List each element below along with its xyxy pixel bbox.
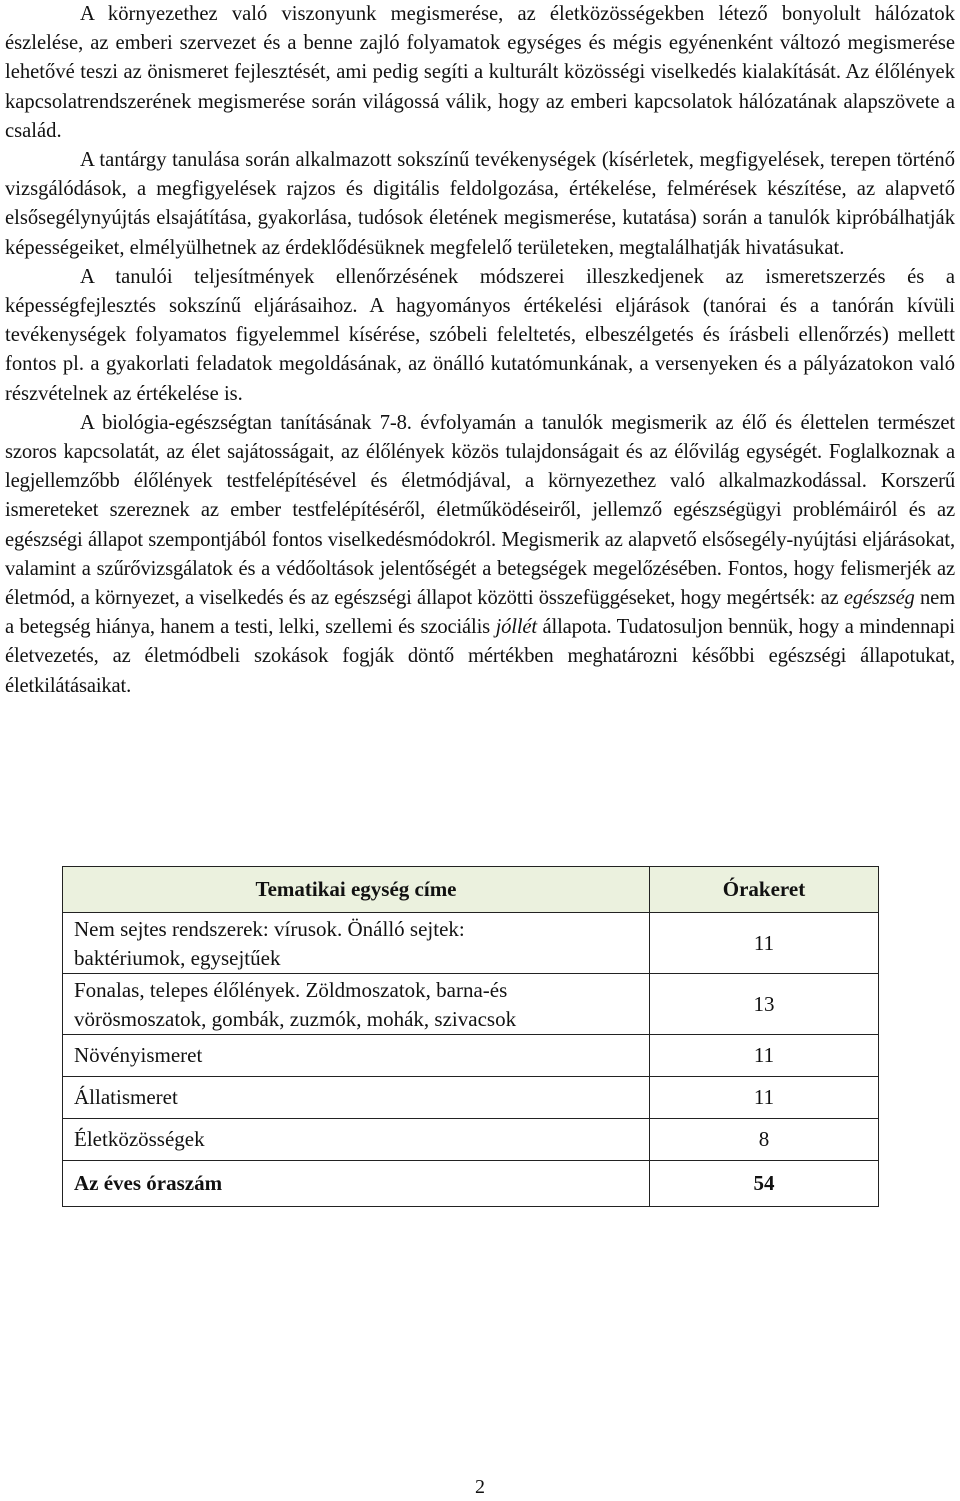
hours-cell: 8	[650, 1119, 879, 1161]
topic-line: Növényismeret	[74, 1043, 203, 1067]
paragraph	[5, 146, 955, 263]
topic-cell	[63, 913, 650, 974]
body-text	[5, 0, 955, 701]
column-header-topic: Tematikai egység címe	[63, 867, 650, 913]
total-label: Az éves óraszám	[63, 1161, 650, 1207]
emphasized-term: jóllét	[495, 616, 537, 639]
table-row	[63, 1119, 879, 1161]
table-body	[63, 913, 879, 1207]
table-row	[63, 1035, 879, 1077]
topic-cell	[63, 974, 650, 1035]
table-row	[63, 913, 879, 974]
text-segment: A tantárgy tanulása során alkalmazott sokszínű tevékenységek (kísérletek, megfigyelések, terepen történő vizsgálódások, a megfigyelések rajzos és digitális feldolgozása, értékelése, felmérések készítése, az alapvető elsősegélynyújtás elsajátítása, gyakorlása, tudósok életének megismerése, kutatása) során a tanulók kipróbálhatják képességeiket, elmélyülhetnek az érdeklődésüknek megfelelő területeken, megtalálhatják hivatásukat.	[5, 149, 955, 259]
hours-cell: 11	[650, 1035, 879, 1077]
paragraph	[5, 409, 955, 701]
table-header-row	[63, 867, 879, 913]
topic-line: Fonalas, telepes élőlények. Zöldmoszatok, barna-és	[74, 977, 508, 1002]
topic-table-container	[62, 866, 879, 1207]
total-row	[63, 1161, 879, 1207]
topic-line: Életközösségek	[74, 1127, 205, 1151]
total-hours: 54	[650, 1161, 879, 1207]
topic-line: Állatismeret	[74, 1085, 178, 1109]
page-number: 2	[475, 1476, 485, 1498]
emphasized-term: egészség	[843, 587, 915, 610]
text-segment: A tanulói teljesítmények ellenőrzésének módszerei illeszkedjenek az ismeretszerzés és a képességfejlesztés sokszínű eljárásaihoz. A hagyományos értékelési eljárások (tanórai és a tanórán kívüli tevékenységek folyamatos figyelemmel kísérése, szóbeli feleltetés, elbeszélgetés és írásbeli ellenőrzés) mellett fontos pl. a gyakorlati feladatok megoldásának, az önálló kutatómunkának, a versenyeken és a pályázatokon való részvételnek az értékelése is.	[5, 265, 955, 405]
topic-cell	[63, 1035, 650, 1077]
paragraph	[5, 263, 955, 409]
table-row	[63, 974, 879, 1035]
topic-cell	[63, 1119, 650, 1161]
topic-line: baktériumok, egysejtűek	[74, 945, 281, 970]
text-segment: A biológia-egészségtan tanításának 7-8. évfolyamán a tanulók megismerik az élő és élettelen természet szoros kapcsolatát, az élet sajátosságait, az élőlények közös tulajdonságait és az élővilág egységét. Foglalkoznak a legjellemzőbb élőlények testfelépítésével és életmódjával, a környezethez való alkalmazkodással. Korszerű ismereteket szereznek az ember testfelépítéséről, életműködéseiről, jellemző egészségügyi problémáiról és az egészségi állapot szempontjából fontos viselkedésmódokról. Megismerik az alapvető elsősegély-nyújtási eljárásokat, valamint a szűrővizsgálatok és a védőoltások jelentőségét a betegségek megelőzésében. Fontos, hogy felismerjék az életmód, a környezet, a viselkedés és az egészségi állapot közötti összefüggéseket, hogy megértsék: az	[5, 411, 955, 610]
hours-cell: 13	[650, 974, 879, 1035]
column-header-hours: Órakeret	[650, 867, 879, 913]
table-row	[63, 1077, 879, 1119]
hours-cell: 11	[650, 1077, 879, 1119]
paragraph	[5, 0, 955, 146]
text-segment: A környezethez való viszonyunk megismerése, az életközösségekben létező bonyolult hálózatok észlelése, az emberi szervezet és a benne zajló folyamatok egységes és mégis egyénenként változó megismerése lehetővé teszi az önismeret fejlesztését, ami pedig segíti a kulturált közösségi viselkedés kialakítását. Az élőlények kapcsolatrendszerének megismerése során világossá válik, hogy az emberi kapcsolatok hálózatának alapszövete a család.	[5, 3, 955, 142]
topic-line: vörösmoszatok, gombák, zuzmók, mohák, szivacsok	[74, 1006, 517, 1031]
text-segment: állapota. Tudatosuljon bennük, hogy a mindennapi életvezetés, az életmódbeli szokások fogják döntő mértékben meghatározni későbbi egészségi állapotukat, életkilátásaikat.	[5, 616, 955, 697]
topic-cell	[63, 1077, 650, 1119]
hours-cell: 11	[650, 913, 879, 974]
text-segment: nem a betegség hiánya, hanem a testi, lelki, szellemi és szociális	[5, 587, 955, 639]
topic-line: Nem sejtes rendszerek: vírusok. Önálló sejtek:	[74, 916, 465, 941]
topic-hours-table	[62, 866, 879, 1207]
